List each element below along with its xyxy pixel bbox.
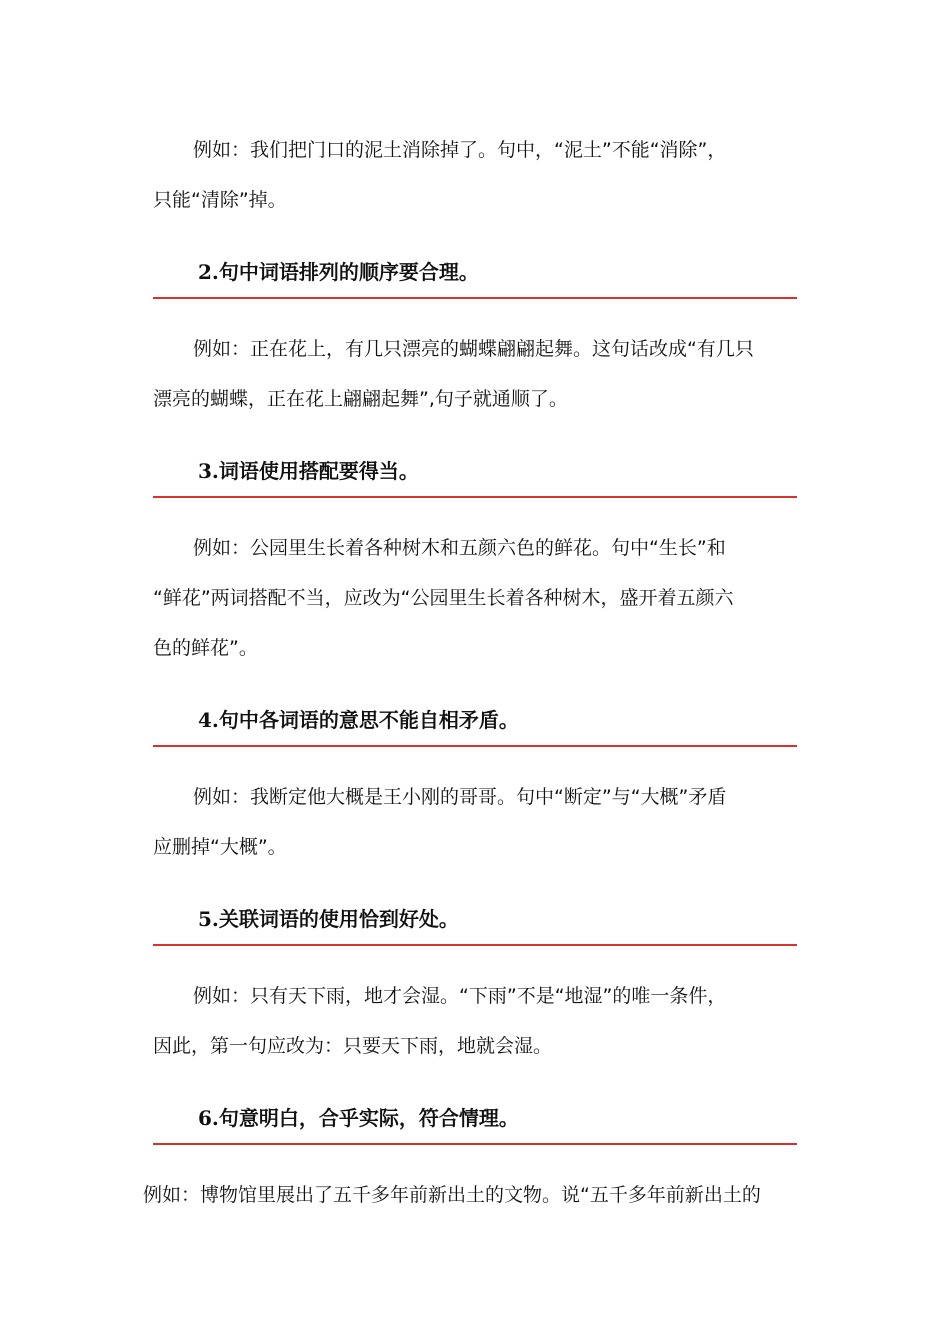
example-paragraph-3 <box>153 523 799 673</box>
example-2-line-2: 漂亮的蝴蝶，正在花上翩翩起舞”,句子就通顺了。 <box>153 388 568 410</box>
example-3-line-1: 例如：公园里生长着各种树木和五颜六色的鲜花。句中“生长”和 <box>193 537 726 559</box>
example-paragraph-4 <box>153 772 799 872</box>
example-3-line-3: 色的鲜花”。 <box>153 637 258 659</box>
example-paragraph-2 <box>153 324 799 424</box>
section-heading-4-text: 4.句中各词语的意思不能自相矛盾。 <box>198 708 519 732</box>
example-paragraph-5 <box>153 971 799 1071</box>
section-heading-4 <box>153 705 797 747</box>
section-heading-6 <box>153 1103 797 1145</box>
section-heading-5 <box>153 904 797 946</box>
example-1-line-2: 只能“清除”掉。 <box>153 189 287 211</box>
section-heading-2 <box>153 257 797 299</box>
section-heading-3 <box>153 456 797 498</box>
example-4-line-2: 应删掉“大概”。 <box>153 836 287 858</box>
section-heading-2-text: 2.句中词语排列的顺序要合理。 <box>198 260 479 284</box>
example-1-line-1: 例如：我们把门口的泥土消除掉了。句中，“泥土”不能“消除”， <box>193 139 727 161</box>
example-5-line-1: 例如：只有天下雨，地才会湿。“下雨”不是“地湿”的唯一条件， <box>193 985 727 1007</box>
example-5-line-2: 因此，第一句应改为：只要天下雨，地就会湿。 <box>153 1035 553 1057</box>
section-heading-5-text: 5.关联词语的使用恰到好处。 <box>198 907 459 931</box>
example-6-line-1: 例如：博物馆里展出了五千多年前新出土的文物。说“五千多年前新出土的 <box>143 1184 761 1206</box>
section-heading-6-text: 6.句意明白，合乎实际，符合情理。 <box>198 1106 519 1130</box>
example-3-line-2: “鲜花”两词搭配不当，应改为“公园里生长着各种树木，盛开着五颜六 <box>153 587 734 609</box>
example-paragraph-1 <box>153 125 799 225</box>
example-4-line-1: 例如：我断定他大概是王小刚的哥哥。句中“断定”与“大概”矛盾 <box>193 786 727 808</box>
example-2-line-1: 例如：正在花上，有几只漂亮的蝴蝶翩翩起舞。这句话改成“有几只 <box>193 338 754 360</box>
example-paragraph-6 <box>143 1170 823 1220</box>
section-heading-3-text: 3.词语使用搭配要得当。 <box>198 459 419 483</box>
